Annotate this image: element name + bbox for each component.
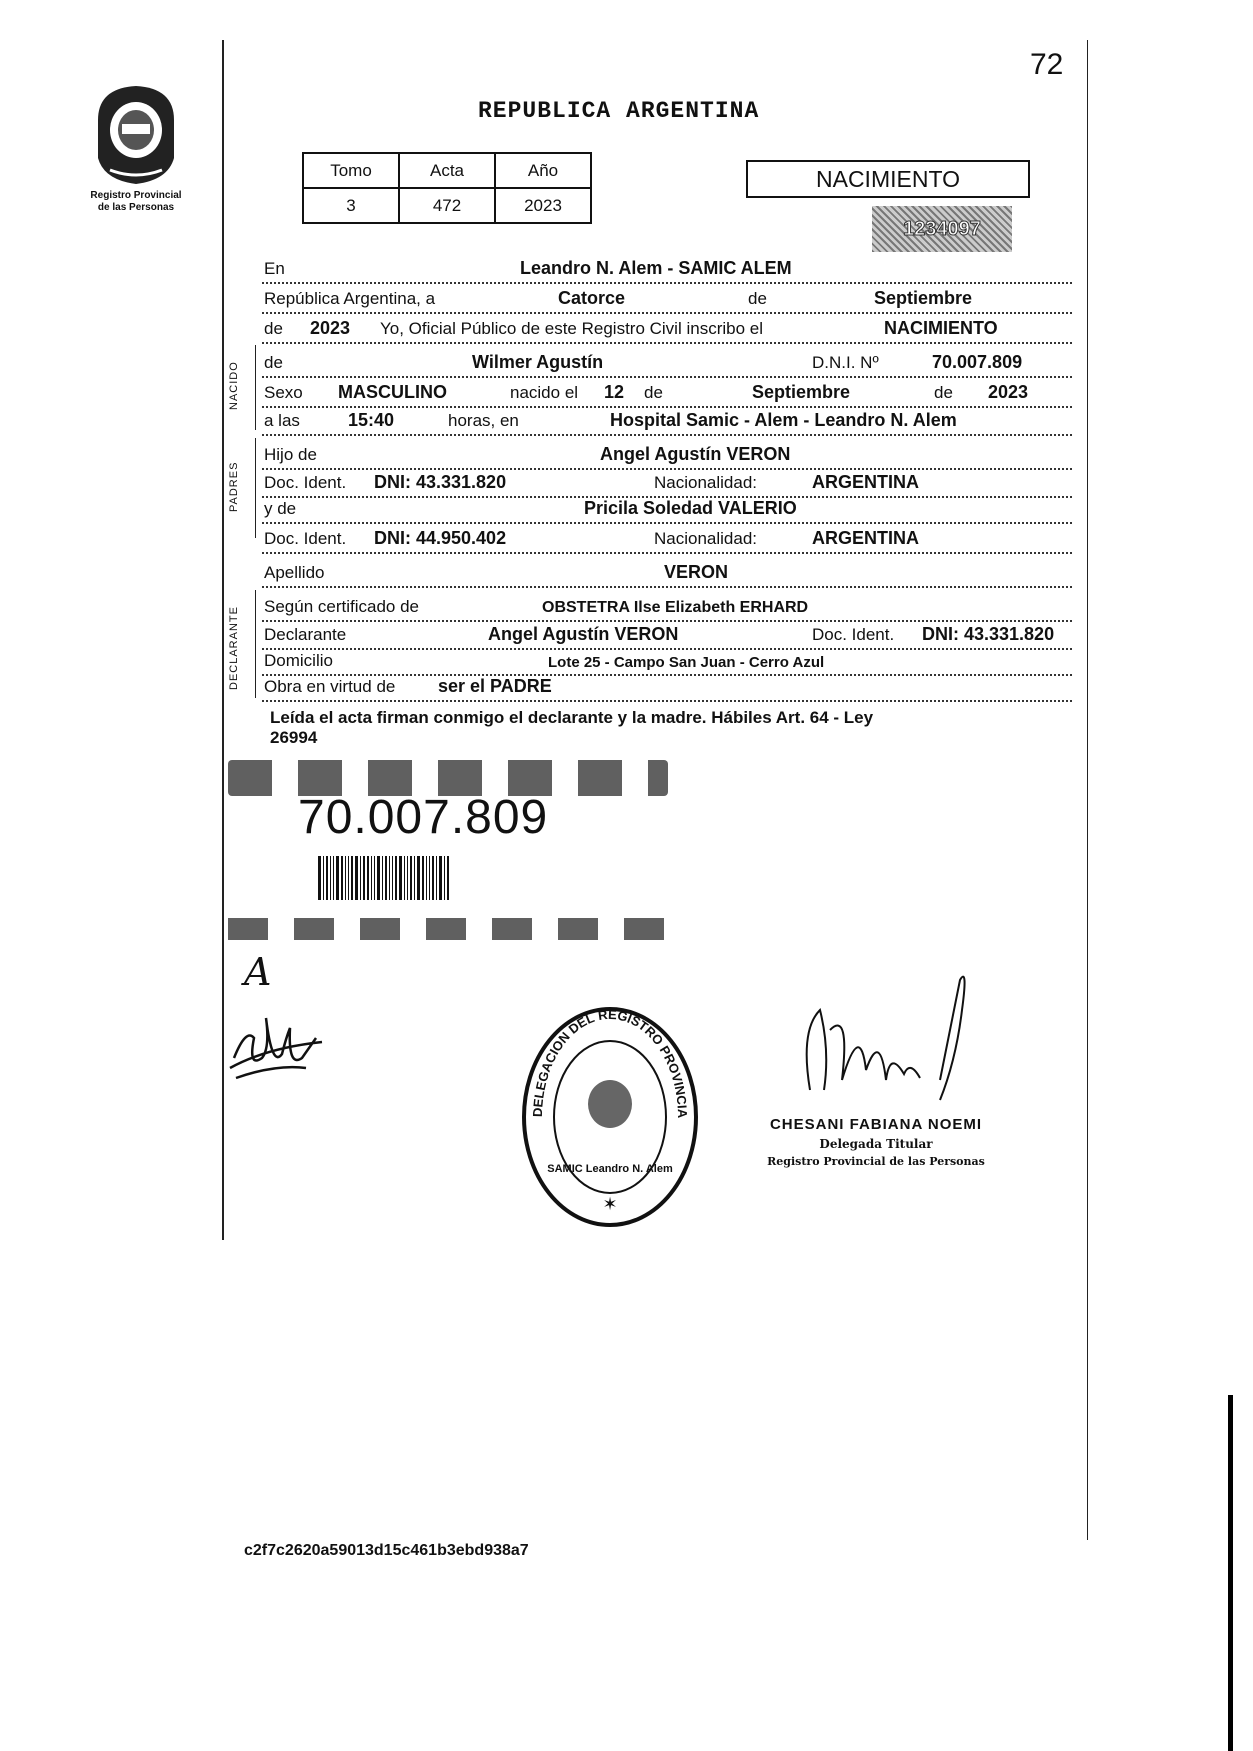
- value-padre: Angel Agustín VERON: [600, 444, 791, 464]
- barcode-bar: [417, 856, 420, 900]
- security-band-bottom: [228, 918, 668, 940]
- barcode-bar: [399, 856, 402, 900]
- barcode-bar: [333, 856, 334, 900]
- row-hora: [262, 404, 1072, 436]
- barcode-bar: [374, 856, 375, 900]
- label-padre-nac: Nacionalidad:: [654, 473, 758, 492]
- row-apellido: [262, 556, 1072, 588]
- label-madre: y de: [264, 499, 297, 518]
- value-record-type: NACIMIENTO: [884, 318, 998, 338]
- bracket-padres: [255, 438, 256, 538]
- value-obra: ser el PADRE: [438, 676, 552, 696]
- table-value-anio: 2023: [495, 188, 591, 223]
- barcode: [318, 856, 451, 900]
- value-hora: 15:40: [348, 410, 395, 430]
- value-padre-nac: ARGENTINA: [812, 472, 919, 492]
- value-en: Leandro N. Alem - SAMIC ALEM: [520, 258, 792, 278]
- barcode-bar: [407, 856, 408, 900]
- label-anio-de: de: [264, 319, 283, 338]
- value-dni: 70.007.809: [932, 352, 1023, 372]
- document-hash: c2f7c2620a59013d15c461b3ebd938a7: [244, 1542, 529, 1559]
- barcode-bar: [360, 856, 361, 900]
- barcode-bar: [410, 856, 412, 900]
- stamp-number: 1234097: [872, 206, 1012, 252]
- label-fecha-de: de: [748, 289, 767, 308]
- side-label-declarante: DECLARANTE: [228, 606, 240, 690]
- value-birth-month: Septiembre: [752, 382, 851, 402]
- official-role: Delegada Titular: [819, 1137, 933, 1151]
- value-lugar: Hospital Samic - Alem - Leandro N. Alem: [610, 410, 957, 430]
- label-sexo: Sexo: [264, 383, 303, 402]
- barcode-bar: [404, 856, 405, 900]
- barcode-bar: [371, 856, 372, 900]
- value-apellido: VERON: [664, 562, 729, 582]
- barcode-bar: [355, 856, 358, 900]
- value-madre-doc: DNI: 44.950.402: [374, 528, 507, 548]
- page-number: 72: [1030, 48, 1064, 81]
- label-hora: a las: [264, 411, 300, 430]
- barcode-bar: [326, 856, 328, 900]
- side-label-nacido: NACIDO: [228, 361, 240, 410]
- barcode-bar: [439, 856, 442, 900]
- value-birth-day: 12: [604, 382, 625, 402]
- barcode-bar: [447, 856, 449, 900]
- row-obra: [262, 670, 1072, 702]
- right-margin-line: [1087, 40, 1088, 1540]
- record-type-box: NACIMIENTO: [746, 160, 1030, 198]
- row-anio: [262, 312, 1072, 344]
- barcode-bar: [351, 856, 353, 900]
- label-obra: Obra en virtud de: [264, 677, 396, 696]
- barcode-bar: [432, 856, 434, 900]
- official-block: [756, 1116, 996, 1168]
- barcode-bar: [422, 856, 424, 900]
- table-value-tomo: 3: [303, 188, 399, 223]
- barcode-bar: [426, 856, 427, 900]
- registry-logo: [88, 80, 184, 220]
- barcode-bar: [414, 856, 415, 900]
- label-inscribo: Yo, Oficial Público de este Registro Civil inscribo el: [380, 319, 763, 338]
- barcode-bar: [395, 856, 397, 900]
- value-domicilio: Lote 25 - Campo San Juan - Cerro Azul: [548, 654, 825, 671]
- row-madre-doc: [262, 522, 1072, 554]
- label-nacido-el: nacido el: [510, 383, 579, 402]
- row-nombre: [262, 346, 1072, 378]
- label-apellido: Apellido: [264, 563, 325, 582]
- value-birth-year: 2023: [988, 382, 1029, 402]
- label-en: En: [264, 259, 285, 278]
- barcode-bar: [444, 856, 445, 900]
- value-sexo: MASCULINO: [338, 382, 447, 402]
- document-title: REPUBLICA ARGENTINA: [478, 98, 760, 124]
- row-en: [262, 252, 1072, 284]
- bracket-nacido: [255, 345, 256, 430]
- official-org: Registro Provincial de las Personas: [767, 1155, 985, 1168]
- logo-caption-line2: de las Personas: [97, 202, 175, 213]
- label-sexo-de2: de: [934, 383, 953, 402]
- table-header-acta: Acta: [399, 153, 495, 188]
- value-certificado: OBSTETRA Ilse Elizabeth ERHARD: [542, 599, 809, 616]
- label-madre-doc: Doc. Ident.: [264, 529, 347, 548]
- value-padre-doc: DNI: 43.331.820: [374, 472, 507, 492]
- label-dni: D.N.I. Nº: [812, 353, 879, 372]
- value-madre-nac: ARGENTINA: [812, 528, 919, 548]
- label-madre-nac: Nacionalidad:: [654, 529, 758, 548]
- barcode-bar: [323, 856, 324, 900]
- value-declarante: Angel Agustín VERON: [488, 624, 679, 644]
- barcode-bar: [382, 856, 383, 900]
- svg-text:SAMIC Leandro N. Alem: SAMIC Leandro N. Alem: [547, 1163, 673, 1175]
- barcode-bar: [377, 856, 380, 900]
- value-nombre: Wilmer Agustín: [472, 352, 604, 372]
- barcode-bar: [341, 856, 343, 900]
- barcode-bar: [429, 856, 430, 900]
- label-domicilio: Domicilio: [264, 651, 333, 670]
- barcode-bar: [363, 856, 365, 900]
- closing-text: [270, 708, 1050, 748]
- value-declarante-doc: DNI: 43.331.820: [922, 624, 1055, 644]
- table-value-acta: 472: [399, 188, 495, 223]
- row-fecha: [262, 282, 1072, 314]
- value-madre: Pricila Soledad VALERIO: [584, 498, 797, 518]
- round-seal: [520, 1004, 700, 1230]
- barcode-bar: [330, 856, 331, 900]
- initial-mark: A: [244, 950, 272, 994]
- barcode-bar: [345, 856, 346, 900]
- label-horas-en: horas, en: [448, 411, 519, 430]
- label-declarante-doc: Doc. Ident.: [812, 625, 895, 644]
- barcode-bar: [385, 856, 387, 900]
- label-nombre: de: [264, 353, 283, 372]
- label-declarante: Declarante: [264, 625, 347, 644]
- official-signature-icon: [790, 970, 980, 1120]
- barcode-bar: [389, 856, 390, 900]
- registry-seal-icon: [520, 1004, 700, 1230]
- table-header-anio: Año: [495, 153, 591, 188]
- official-name: CHESANI FABIANA NOEMI: [769, 1116, 983, 1133]
- closing-text-line1: Leída el acta firman conmigo el declarante y la madre. Hábiles Art. 64 - Ley: [270, 708, 874, 727]
- table-header-tomo: Tomo: [303, 153, 399, 188]
- label-sexo-de: de: [644, 383, 663, 402]
- scan-edge-bar: [1228, 1395, 1233, 1751]
- barcode-bar: [336, 856, 339, 900]
- label-padre-doc: Doc. Ident.: [264, 473, 347, 492]
- large-dni-number: 70.007.809: [298, 791, 549, 844]
- value-day: Catorce: [558, 288, 626, 308]
- logo-caption-line1: Registro Provincial: [90, 190, 182, 201]
- left-margin-line: [222, 40, 224, 1240]
- barcode-bar: [318, 856, 321, 900]
- side-label-padres: PADRES: [228, 461, 240, 512]
- barcode-bar: [367, 856, 369, 900]
- label-padre: Hijo de: [264, 445, 317, 464]
- barcode-bar: [392, 856, 393, 900]
- label-fecha: República Argentina, a: [264, 289, 436, 308]
- barcode-bar: [436, 856, 437, 900]
- value-month: Septiembre: [874, 288, 973, 308]
- barcode-bar: [348, 856, 349, 900]
- left-signature-icon: [226, 1008, 326, 1088]
- svg-text:✶: ✶: [602, 1194, 618, 1214]
- svg-text:DELEGACION DEL REGISTRO PROVIN: DELEGACION DEL REGISTRO PROVINCIA: [529, 1006, 691, 1119]
- province-seal-icon: [88, 80, 184, 190]
- value-year: 2023: [310, 318, 351, 338]
- bracket-declarante: [255, 590, 256, 698]
- closing-text-line2: 26994: [270, 728, 318, 747]
- row-madre: [262, 492, 1072, 524]
- label-certificado: Según certificado de: [264, 597, 419, 616]
- book-table: [302, 152, 592, 224]
